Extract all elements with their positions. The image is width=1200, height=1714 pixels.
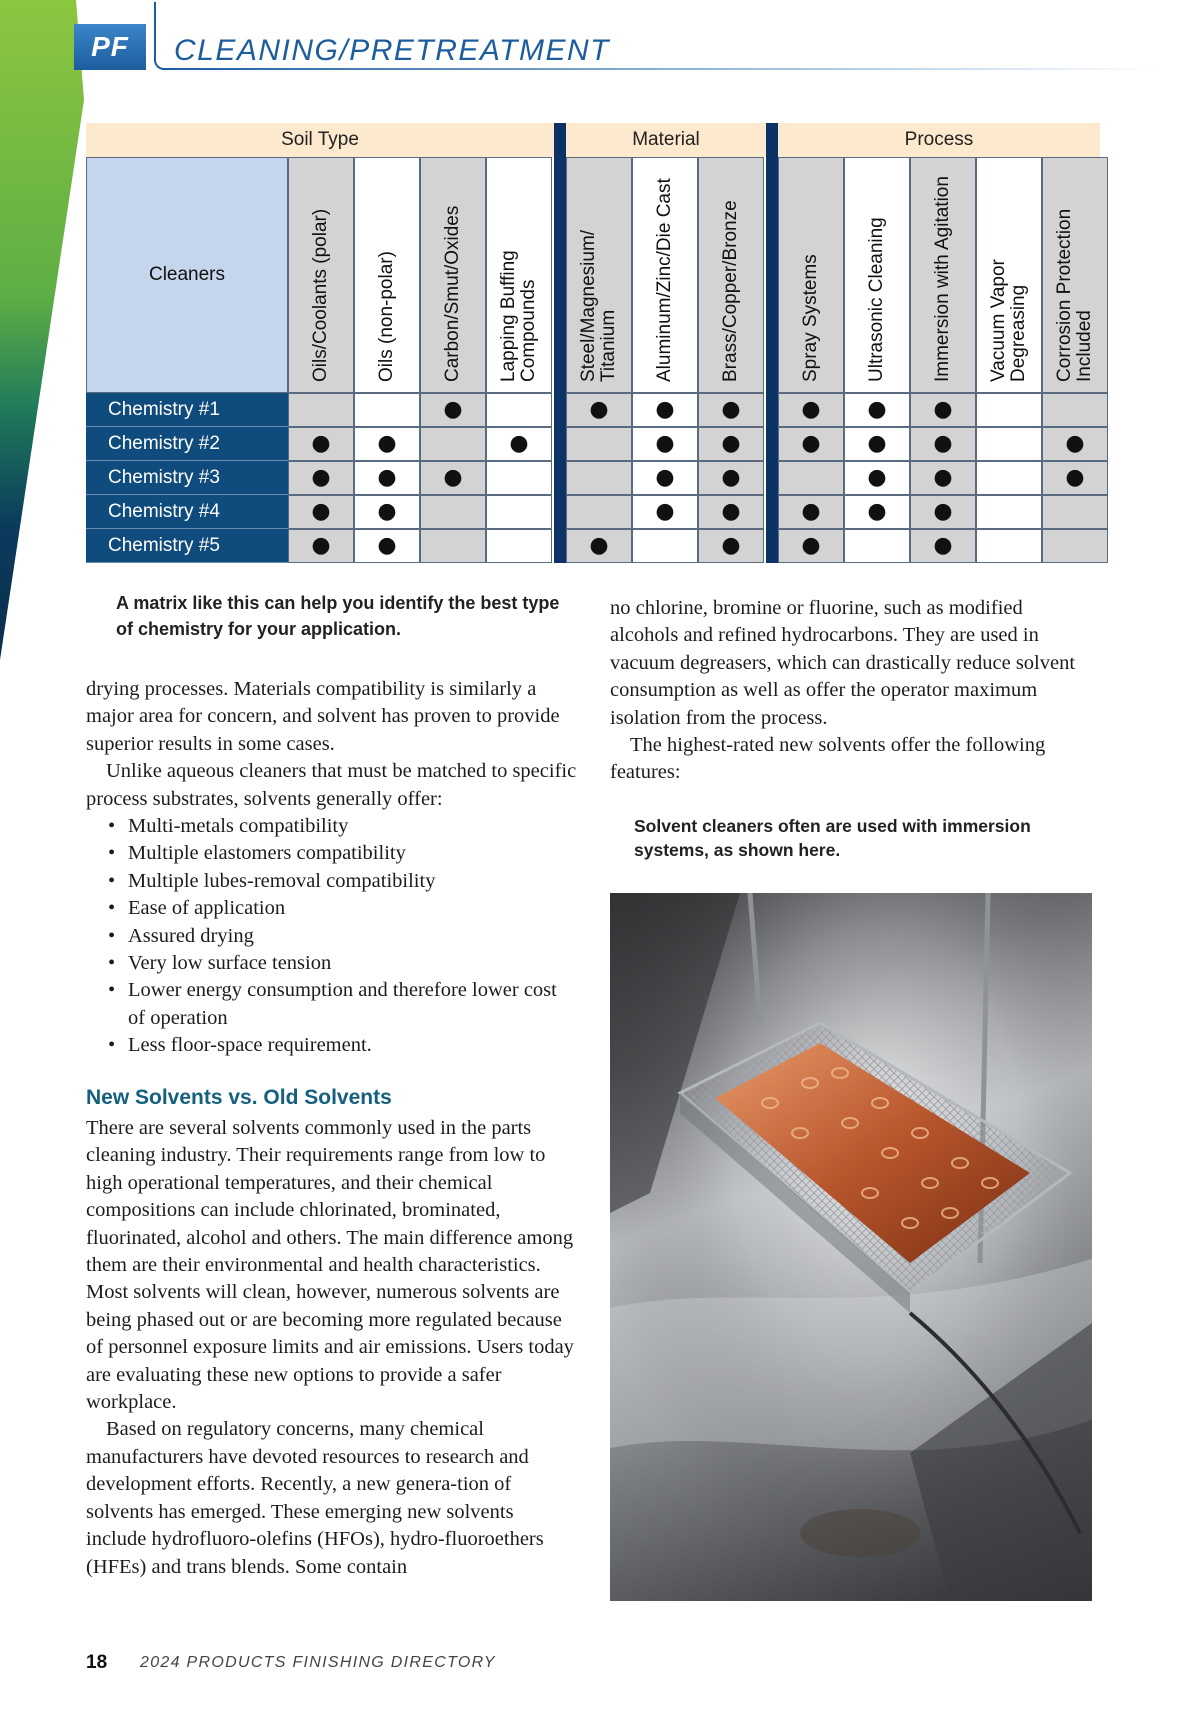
list-item: • Multiple lubes-removal compatibility [86,868,578,895]
matrix-cell [486,529,552,563]
matrix-cell [420,495,486,529]
column-header [354,157,420,393]
matrix-cell-marked: ● [844,495,910,529]
matrix-cell-marked: ● [778,393,844,427]
matrix-cell-marked: ● [910,529,976,563]
page-number: 18 [86,1652,108,1673]
list-item: • Multiple elastomers compatibility [86,840,578,867]
matrix-cell [632,529,698,563]
column-header [844,157,910,393]
matrix-cell-marked: ● [486,427,552,461]
group-separator [554,123,566,563]
matrix-cell-marked: ● [632,461,698,495]
column-header [698,157,764,393]
matrix-cell-marked: ● [288,427,354,461]
list-item: • Very low surface tension [86,950,578,977]
column-header [288,157,354,393]
matrix-cell [566,461,632,495]
matrix-cell-marked: ● [566,393,632,427]
left-column-text-lower [86,1115,578,1581]
matrix-cell [976,461,1042,495]
paragraph: Unlike aqueous cleaners that must be matched to specific process substrates, solvents generally offer: [86,760,577,810]
matrix-cell-marked: ● [910,495,976,529]
matrix-cell [1042,529,1108,563]
matrix-cell [420,427,486,461]
matrix-caption: A matrix like this can help you identify the best type of chemistry for your application. [116,593,560,639]
matrix-cell-marked: ● [844,393,910,427]
cleaners-corner-header: Cleaners [86,157,288,393]
paragraph: Based on regulatory concerns, many chemical manufacturers have devoted resources to research and development efforts. Recently, a new genera-tion of solvents has emerged. These emerging new solvents include hydrofluoro-olefins (HFOs), hydro-fluoroethers (HFEs) and trans blends. Some contain [86,1418,544,1578]
matrix-cell-marked: ● [632,393,698,427]
matrix-cell [354,393,420,427]
matrix-cell-marked: ● [566,529,632,563]
matrix-cell [1042,495,1108,529]
matrix-cell-marked: ● [698,393,764,427]
matrix-cell [1042,393,1108,427]
row-label: Chemistry #5 [86,529,288,563]
column-header [632,157,698,393]
column-header-label: Carbon/Smut/Oxides [442,205,463,382]
matrix-cell-marked: ● [420,393,486,427]
column-header [420,157,486,393]
matrix-cell-marked: ● [288,495,354,529]
column-header [486,157,552,393]
list-item: • Less floor-space requirement. [86,1032,578,1059]
footer-publication: 2024 PRODUCTS FINISHING DIRECTORY [140,1654,496,1671]
matrix-cell-marked: ● [698,427,764,461]
group-header-process: Process [778,123,1100,157]
matrix-cell-marked: ● [354,529,420,563]
photo-illustration [610,893,1092,1601]
group-header-soil-type: Soil Type [86,123,554,157]
column-header-label: Steel/Magnesium/ Titanium [578,229,619,382]
column-header-label: Ultrasonic Cleaning [866,217,887,382]
list-item: • Lower energy consumption and therefore lower cost of operation [86,977,578,1032]
column-header [910,157,976,393]
matrix-cell-marked: ● [420,461,486,495]
matrix-cell-marked: ● [288,529,354,563]
row-label: Chemistry #3 [86,461,288,495]
left-column-text [86,676,578,1060]
header-underline [162,68,1162,70]
matrix-cell-marked: ● [778,529,844,563]
section-title: CLEANING/PRETREATMENT [174,34,610,67]
column-header-label: Immersion with Agitation [932,176,953,382]
matrix-cell [566,495,632,529]
column-header [566,157,632,393]
column-header-label: Oils (non-polar) [376,251,397,382]
matrix-cell [976,529,1042,563]
matrix-cell-marked: ● [354,461,420,495]
paragraph: The highest-rated new solvents offer the following features: [610,734,1046,784]
matrix-cell-marked: ● [698,461,764,495]
matrix-cell-marked: ● [1042,461,1108,495]
list-item: • Ease of application [86,895,578,922]
matrix-cell [566,427,632,461]
matrix-cell [486,393,552,427]
matrix-cell [976,393,1042,427]
paragraph: drying processes. Materials compatibility is similarly a major area for concern, and solvent has proven to provide superior results in some cases. [86,678,560,755]
matrix-cell-marked: ● [778,495,844,529]
group-separator [766,123,778,563]
matrix-cell-marked: ● [1042,427,1108,461]
matrix-cell [486,495,552,529]
row-label: Chemistry #1 [86,393,288,427]
column-header-label: Brass/Copper/Bronze [720,200,741,382]
column-header-label: Corrosion Protection Included [1054,208,1095,382]
matrix-cell [976,495,1042,529]
matrix-cell [778,461,844,495]
column-header [778,157,844,393]
matrix-cell-marked: ● [778,427,844,461]
matrix-cell-marked: ● [632,495,698,529]
right-column-text [610,595,1096,787]
pf-logo-badge: PF [74,24,146,70]
column-header-label: Vacuum Vapor Degreasing [988,259,1029,382]
matrix-cell-marked: ● [844,427,910,461]
matrix-cell [288,393,354,427]
subheading: New Solvents vs. Old Solvents [86,1086,392,1109]
matrix-cell-marked: ● [910,393,976,427]
row-label: Chemistry #4 [86,495,288,529]
column-header-label: Spray Systems [800,254,821,382]
header-rule [154,2,164,70]
matrix-cell-marked: ● [910,461,976,495]
cleaner-matrix-table [86,123,1100,563]
column-header-label: Oils/Coolants (polar) [310,208,331,382]
matrix-cell [420,529,486,563]
matrix-cell-marked: ● [354,495,420,529]
left-decorative-band [0,0,90,660]
list-item: • Multi-metals compatibility [86,813,578,840]
paragraph: no chlorine, bromine or fluorine, such as modified alcohols and refined hydrocarbons. They are used in vacuum degreasers, which can drastically reduce solvent consumption as well as offer the operator maximum isolation from the process. [610,597,1076,729]
column-header-label: Aluminum/Zinc/Die Cast [654,178,675,382]
matrix-cell-marked: ● [354,427,420,461]
matrix-cell-marked: ● [698,529,764,563]
features-list [86,813,578,1060]
column-header [1042,157,1108,393]
matrix-cell [976,427,1042,461]
immersion-basket-photo [610,893,1092,1601]
column-header-label: Lapping Buffing Compounds [498,250,539,382]
photo-caption: Solvent cleaners often are used with immersion systems, as shown here. [634,816,1031,860]
matrix-cell-marked: ● [288,461,354,495]
paragraph: There are several solvents commonly used in the parts cleaning industry. Their requirements range from low to high operational temperatures, and their chemical compositions can include chlorinated, brominated, fluorinated, alcohol and others. The main difference among them are their environmental and health characteristics. Most solvents will clean, however, numerous solvents are being phased out or are becoming more regulated because of personnel exposure limits and air emissions. Users today are evaluating these new options to provide a safer workplace. [86,1117,574,1414]
column-header [976,157,1042,393]
matrix-cell [844,529,910,563]
matrix-cell-marked: ● [632,427,698,461]
group-header-material: Material [566,123,766,157]
matrix-cell [486,461,552,495]
matrix-cell-marked: ● [844,461,910,495]
list-item: • Assured drying [86,923,578,950]
matrix-cell-marked: ● [698,495,764,529]
row-label: Chemistry #2 [86,427,288,461]
matrix-cell-marked: ● [910,427,976,461]
